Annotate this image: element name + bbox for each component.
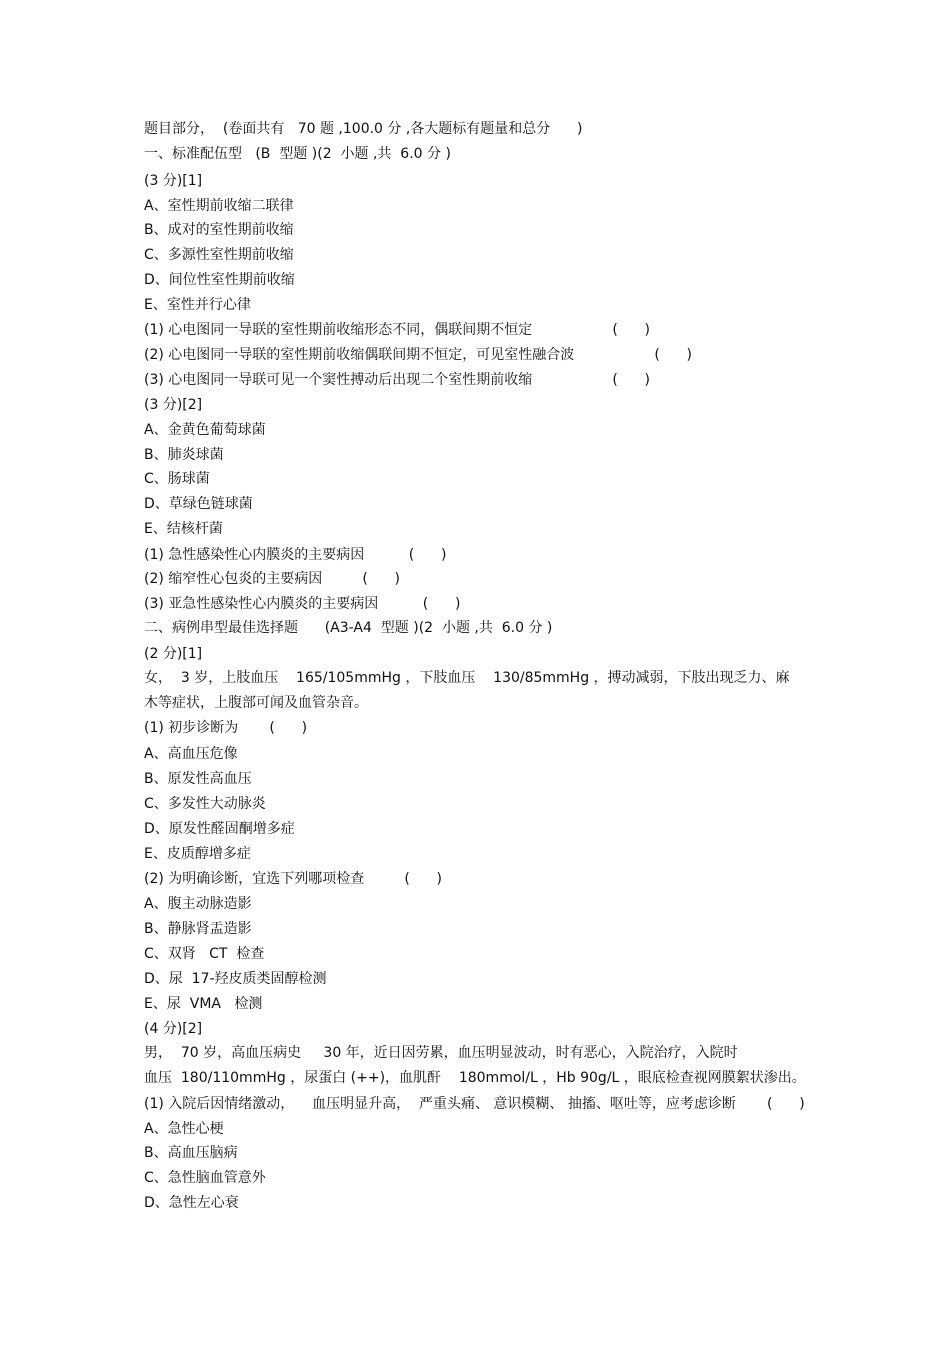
text-line: (3 分)[2] <box>144 397 203 413</box>
text-line: B、成对的室性期前收缩 <box>144 222 294 238</box>
text-line: 木等症状，上腹部可闻及血管杂音。 <box>144 695 368 711</box>
text-line: (2) 为明确诊断，宜选下列哪项检查 ( ) <box>144 871 442 887</box>
text-line: D、尿 17-羟皮质类固醇检测 <box>144 971 327 987</box>
text-line: (2 分)[1] <box>144 646 203 662</box>
text-line: B、高血压脑病 <box>144 1145 238 1161</box>
text-line: D、草绿色链球菌 <box>144 496 253 512</box>
text-line: 血压 180/110mmHg ，尿蛋白 (++)，血肌酐 180mmol/L ，Hb 90g/L ，眼底检查视网膜絮状渗出。 <box>144 1070 806 1086</box>
text-line: 一、标准配伍型 (B 型题 )(2 小题 ,共 6.0 分 ) <box>144 146 451 162</box>
text-line: A、高血压危像 <box>144 746 238 762</box>
text-line: B、肺炎球菌 <box>144 447 224 463</box>
text-line: B、静脉肾盂造影 <box>144 921 252 937</box>
text-line: (1) 初步诊断为 ( ) <box>144 720 308 736</box>
text-line: C、急性脑血管意外 <box>144 1170 266 1186</box>
text-line: E、尿 VMA 检测 <box>144 996 263 1012</box>
text-line: (1) 入院后因情绪激动， 血压明显升高， 严重头痛、 意识模糊、 抽搐、呕吐等，应考虑诊断 ( ) <box>144 1096 805 1112</box>
text-line: C、肠球菌 <box>144 471 210 487</box>
text-line: B、原发性高血压 <box>144 771 252 787</box>
text-line: A、室性期前收缩二联律 <box>144 198 294 214</box>
text-line: 二、病例串型最佳选择题 (A3-A4 型题 )(2 小题 ,共 6.0 分 ) <box>144 620 553 636</box>
text-line: (3) 心电图同一导联可见一个窦性搏动后出现二个室性期前收缩 ( ) <box>144 372 651 388</box>
text-line: D、间位性室性期前收缩 <box>144 272 295 288</box>
text-line: 男， 70 岁，高血压病史 30 年，近日因劳累，血压明显波动，时有恶心，入院治疗，入院时 <box>144 1045 738 1061</box>
text-line: A、急性心梗 <box>144 1121 224 1137</box>
text-line: (1) 急性感染性心内膜炎的主要病因 ( ) <box>144 547 447 563</box>
text-line: 女， 3 岁，上肢血压 165/105mmHg ，下肢血压 130/85mmHg ，搏动减弱，下肢出现乏力、麻 <box>144 670 790 686</box>
text-line: E、结核杆菌 <box>144 521 223 537</box>
text-line: C、双肾 CT 检查 <box>144 946 265 962</box>
text-line: (2) 缩窄性心包炎的主要病因 ( ) <box>144 571 400 587</box>
text-line: A、金黄色葡萄球菌 <box>144 422 266 438</box>
text-line: C、多源性室性期前收缩 <box>144 247 294 263</box>
text-line: (3 分)[1] <box>144 173 203 189</box>
text-line: (2) 心电图同一导联的室性期前收缩偶联间期不恒定，可见室性融合波 ( ) <box>144 347 693 363</box>
text-line: (1) 心电图同一导联的室性期前收缩形态不同，偶联间期不恒定 ( ) <box>144 322 651 338</box>
text-line: D、急性左心衰 <box>144 1195 239 1211</box>
text-line: E、皮质醇增多症 <box>144 846 251 862</box>
text-line: E、室性并行心律 <box>144 297 251 313</box>
text-line: (4 分)[2] <box>144 1021 203 1037</box>
text-line: A、腹主动脉造影 <box>144 896 252 912</box>
text-line: C、多发性大动脉炎 <box>144 796 266 812</box>
text-line: D、原发性醛固酮增多症 <box>144 821 295 837</box>
text-line: (3) 亚急性感染性心内膜炎的主要病因 ( ) <box>144 596 461 612</box>
text-line: 题目部分， (卷面共有 70 题 ,100.0 分 ,各大题标有题量和总分 ) <box>144 121 583 137</box>
